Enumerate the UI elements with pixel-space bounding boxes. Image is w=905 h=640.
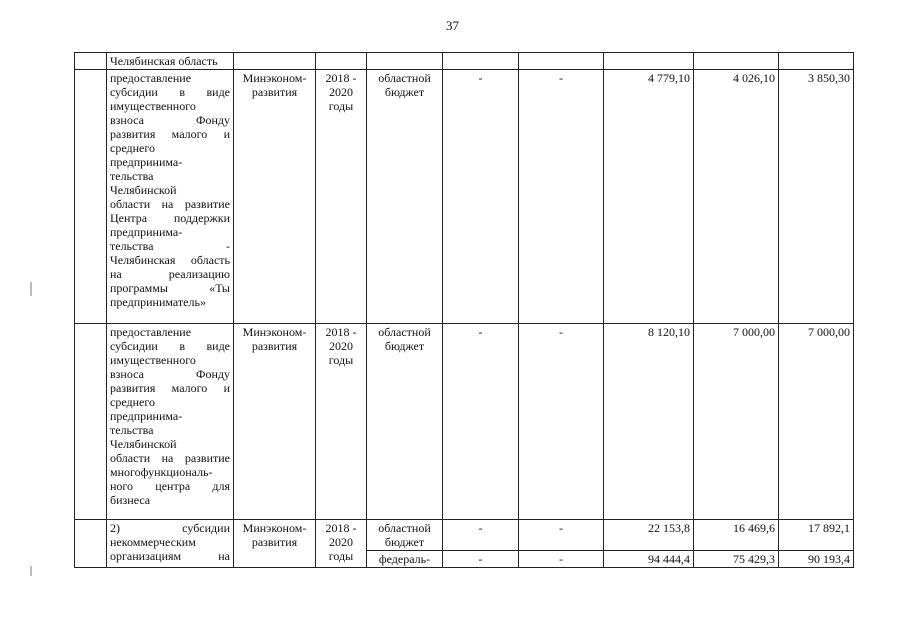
description-line: субсидии в виде <box>110 339 230 353</box>
period-line: годы <box>328 549 354 563</box>
description-line: Центра поддержки <box>110 211 230 225</box>
value-2020-cell: 7 000,00 <box>779 324 854 520</box>
description-line: 2) субсидии <box>110 521 230 535</box>
value-cell: - <box>519 70 604 324</box>
value-cell: - <box>519 551 604 568</box>
executor-line: развития <box>251 535 298 549</box>
value-2019-cell: 4 026,10 <box>694 70 779 324</box>
page-number: 37 <box>446 18 459 33</box>
description-line: предоставление <box>110 325 192 339</box>
description-line: тельства - <box>110 239 230 253</box>
period-line: 2018 - <box>325 325 357 339</box>
executor-line: Минэконом- <box>242 521 307 535</box>
description-line: программы «Ты <box>110 281 230 295</box>
measure-description <box>107 324 234 520</box>
table-row <box>75 520 854 551</box>
region-cell: Челябинская область <box>107 53 234 70</box>
table-cell <box>694 53 779 70</box>
description-line: организациям на <box>110 549 230 563</box>
funding-source-cell <box>367 520 443 551</box>
description-line: на реализацию <box>110 267 230 281</box>
value-2019-cell: 7 000,00 <box>694 324 779 520</box>
value-2018-cell: 22 153,8 <box>604 520 694 551</box>
description-line: ного центра для <box>110 479 230 493</box>
executor-cell <box>234 70 316 324</box>
description-line: области на развитие <box>110 451 230 465</box>
table-cell <box>75 53 107 70</box>
description-line: многофункциональ- <box>110 465 213 479</box>
description-line: взноса Фонду <box>110 113 230 127</box>
table-cell <box>367 53 443 70</box>
table-cell <box>519 53 604 70</box>
table-row <box>75 53 854 70</box>
value-2020-cell: 17 892,1 <box>779 520 854 551</box>
value-2020-cell: 3 850,30 <box>779 70 854 324</box>
table-cell <box>75 70 107 324</box>
period-cell <box>316 70 367 324</box>
source-line: областной <box>378 325 431 339</box>
description-line: предпринима- <box>110 409 183 423</box>
executor-line: развития <box>251 339 298 353</box>
source-line: областной <box>378 521 431 535</box>
description-line: взноса Фонду <box>110 367 230 381</box>
description-line: предприниматель» <box>110 295 206 309</box>
table-row <box>75 324 854 520</box>
description-line: развития малого и <box>110 127 230 141</box>
table-cell <box>443 53 519 70</box>
value-cell: - <box>519 324 604 520</box>
budget-table <box>74 52 854 568</box>
value-cell: - <box>443 520 519 551</box>
executor-cell <box>234 520 316 568</box>
funding-source-cell <box>367 70 443 324</box>
table-row <box>75 70 854 324</box>
description-line: тельства <box>110 423 154 437</box>
value-2018-cell: 8 120,10 <box>604 324 694 520</box>
funding-source-cell <box>367 324 443 520</box>
executor-cell <box>234 324 316 520</box>
description-line: имущественного <box>110 353 196 367</box>
table-cell <box>604 53 694 70</box>
period-line: годы <box>328 353 354 367</box>
period-cell <box>316 324 367 520</box>
measure-description <box>107 70 234 324</box>
table-cell <box>75 324 107 520</box>
description-line: Челябинской <box>110 183 177 197</box>
description-line: имущественного <box>110 99 196 113</box>
scan-edge-mark <box>30 282 32 296</box>
period-line: годы <box>328 99 354 113</box>
description-line: предпринима- <box>110 155 183 169</box>
period-line: 2020 <box>329 339 353 353</box>
source-line: бюджет <box>384 339 425 353</box>
executor-line: Минэконом- <box>242 325 307 339</box>
value-2018-cell: 4 779,10 <box>604 70 694 324</box>
description-line: области на развитие <box>110 197 230 211</box>
period-line: 2020 <box>329 535 353 549</box>
executor-line: Минэконом- <box>242 71 307 85</box>
description-line: Челябинская область <box>110 253 230 267</box>
executor-line: развития <box>251 85 298 99</box>
value-2018-cell: 94 444,4 <box>604 551 694 568</box>
value-cell: - <box>443 324 519 520</box>
description-line: некоммерческим <box>110 535 196 549</box>
source-line: бюджет <box>384 535 425 549</box>
description-line: среднего <box>110 141 155 155</box>
period-line: 2018 - <box>325 521 357 535</box>
description-line: среднего <box>110 395 155 409</box>
value-cell: - <box>443 70 519 324</box>
period-line: 2020 <box>329 85 353 99</box>
table-cell <box>779 53 854 70</box>
table-cell <box>316 53 367 70</box>
period-line: 2018 - <box>325 71 357 85</box>
value-2019-cell: 16 469,6 <box>694 520 779 551</box>
description-line: развития малого и <box>110 381 230 395</box>
table-cell <box>234 53 316 70</box>
value-cell: - <box>519 520 604 551</box>
table-cell <box>75 520 107 568</box>
description-line: предоставление <box>110 71 192 85</box>
description-line: Челябинской <box>110 437 177 451</box>
description-line: бизнеса <box>110 493 151 507</box>
value-2020-cell: 90 193,4 <box>779 551 854 568</box>
scan-edge-mark <box>30 566 32 576</box>
source-line: областной <box>378 71 431 85</box>
description-line: субсидии в виде <box>110 85 230 99</box>
description-line: тельства <box>110 169 154 183</box>
measure-description <box>107 520 234 568</box>
source-line: бюджет <box>384 85 425 99</box>
value-cell: - <box>443 551 519 568</box>
description-line: предпринима- <box>110 225 183 239</box>
period-cell <box>316 520 367 568</box>
value-2019-cell: 75 429,3 <box>694 551 779 568</box>
funding-source-cell: федераль- <box>367 551 443 568</box>
